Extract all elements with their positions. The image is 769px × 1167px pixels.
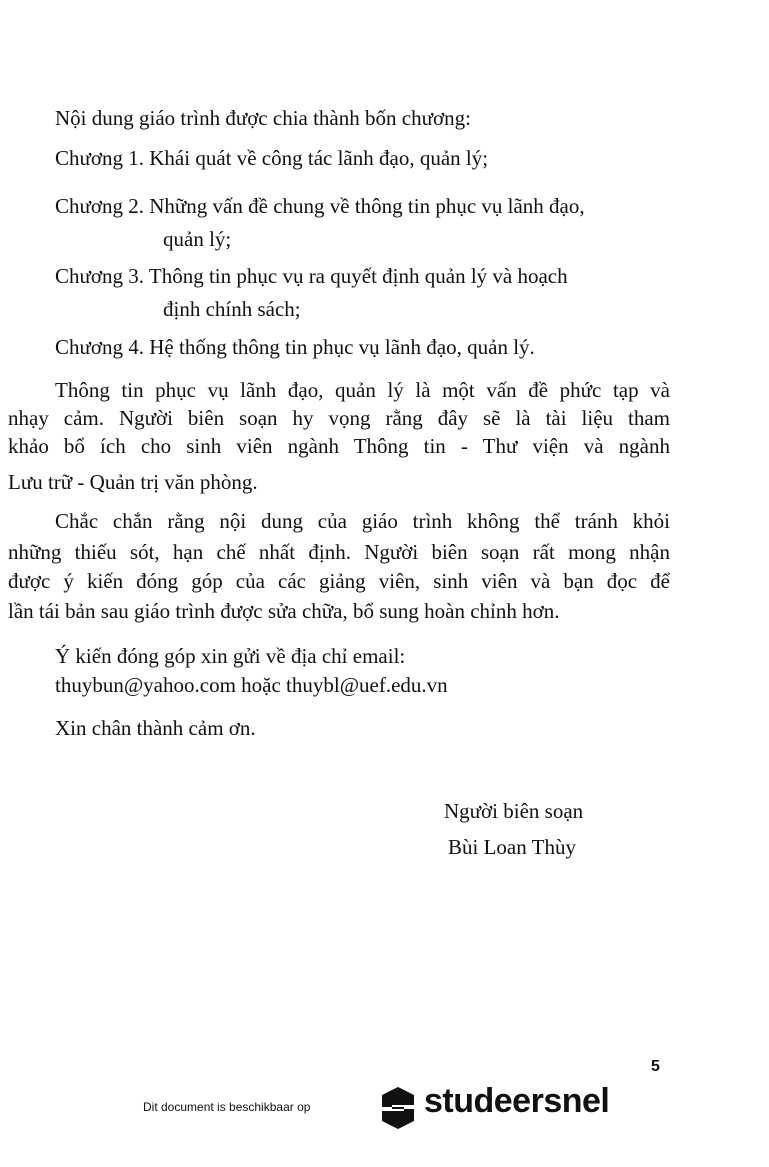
paragraph-line: khảo bổ ích cho sinh viên ngành Thông tin - Thư viện và ngành [8, 434, 670, 458]
chapter-3 [55, 260, 670, 326]
chapter-4 [55, 330, 670, 364]
studeersnel-logo-icon [378, 1085, 418, 1131]
paragraph-line: Thông tin phục vụ lãnh đạo, quản lý là một vấn đề phức tạp và [55, 378, 670, 402]
chapter-label: Chương 2. [55, 194, 144, 218]
paragraph-line: nhạy cảm. Người biên soạn hy vọng rằng đây sẽ là tài liệu tham [8, 406, 670, 430]
footer-banner [0, 1068, 769, 1167]
signature-name: Bùi Loan Thùy [448, 835, 576, 859]
paragraph-line: Lưu trữ - Quản trị văn phòng. [8, 470, 258, 494]
chapter-text-cont: quản lý; [163, 227, 232, 251]
chapter-1 [55, 141, 670, 175]
footer-brand[interactable]: studeersnel [424, 1082, 610, 1120]
paragraph-line: những thiếu sót, hạn chế nhất định. Người biên soạn rất mong nhận [8, 540, 670, 564]
email-intro: Ý kiến đóng góp xin gửi về địa chỉ email: [55, 644, 406, 668]
chapter-text: Những vấn đề chung về thông tin phục vụ lãnh đạo, [149, 194, 585, 218]
chapter-2 [55, 190, 670, 256]
footer-text: Dit document is beschikbaar op [143, 1100, 311, 1114]
signature-role: Người biên soạn [444, 799, 584, 823]
chapter-text: Khái quát về công tác lãnh đạo, quản lý; [149, 146, 489, 170]
intro-line: Nội dung giáo trình được chia thành bốn chương: [55, 106, 471, 130]
chapter-text: Thông tin phục vụ ra quyết định quản lý và hoạch [148, 264, 568, 288]
paragraph-line: được ý kiến đóng góp của các giảng viên, sinh viên và bạn đọc để [8, 569, 670, 593]
paragraph-line: lần tái bản sau giáo trình được sửa chữa, bổ sung hoàn chỉnh hơn. [8, 599, 560, 623]
chapter-label: Chương 3. [55, 264, 144, 288]
chapter-text-cont: định chính sách; [163, 297, 301, 321]
chapter-text: Hệ thống thông tin phục vụ lãnh đạo, quản lý. [149, 335, 535, 359]
page-number: 5 [651, 1058, 660, 1075]
thanks-line: Xin chân thành cảm ơn. [55, 716, 256, 740]
paragraph-line: Chắc chắn rằng nội dung của giáo trình không thể tránh khỏi [55, 509, 670, 533]
email-addresses: thuybun@yahoo.com hoặc thuybl@uef.edu.vn [55, 673, 448, 697]
chapter-label: Chương 1. [55, 146, 144, 170]
chapter-label: Chương 4. [55, 335, 144, 359]
